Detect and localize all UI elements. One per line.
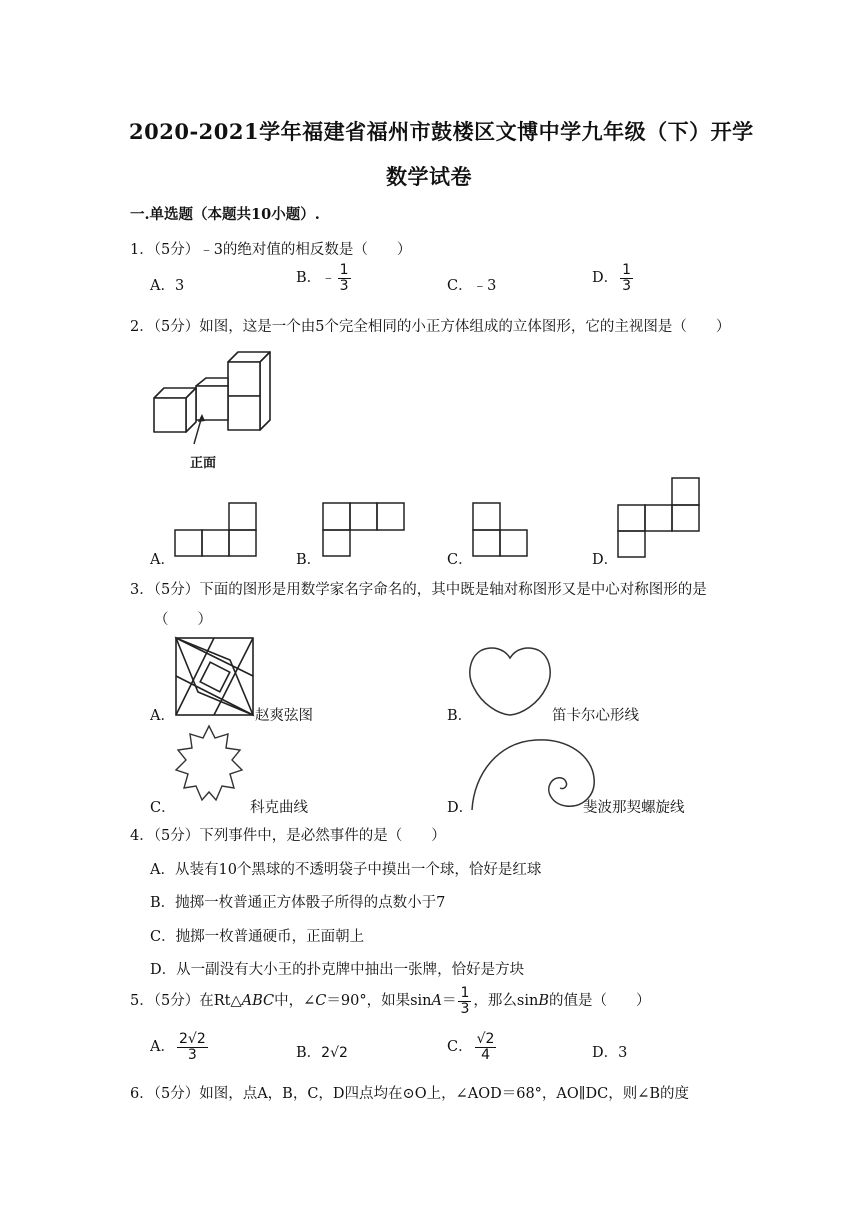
q5-stem-f: A bbox=[431, 993, 442, 1010]
q5-stem-h: ，那么sin bbox=[473, 993, 539, 1010]
q5-stem-b: ABC bbox=[241, 993, 275, 1010]
q5-a-den: 3 bbox=[187, 1046, 197, 1063]
q2-option-c-figure bbox=[472, 501, 530, 557]
q3-option-c-caption: 科克曲线 bbox=[250, 800, 308, 816]
section-header: 一.单选题（本题共10小题）. bbox=[130, 206, 320, 223]
q3-option-b-caption: 笛卡尔心形线 bbox=[552, 708, 639, 724]
q1-option-a: A．3 bbox=[150, 278, 185, 294]
q5-stem-num: 1 bbox=[460, 985, 470, 1001]
q5-stem-j: 的值是（ ） bbox=[548, 993, 651, 1010]
q1-stem: 1．（5分）﹣3的绝对值的相反数是（ ） bbox=[130, 242, 412, 258]
q3-option-b-figure bbox=[468, 644, 552, 718]
q5-stem-d: C bbox=[315, 993, 327, 1010]
q2-option-a: A． bbox=[150, 552, 175, 568]
q4-stem: 4．（5分）下列事件中，是必然事件的是（ ） bbox=[130, 828, 446, 844]
q5-stem-c: 中，∠ bbox=[274, 993, 316, 1010]
q5-option-c-label: C． bbox=[447, 1039, 473, 1056]
q1-d-num: 1 bbox=[622, 262, 632, 278]
q5-stem-fraction bbox=[458, 986, 471, 1016]
q2-option-d: D． bbox=[592, 552, 619, 568]
q3-option-c-figure bbox=[170, 724, 248, 810]
q5-option-a bbox=[150, 1032, 210, 1062]
q5-a-num: 2√2 bbox=[178, 1031, 206, 1047]
q2-front-label: 正面 bbox=[190, 456, 217, 471]
q2-option-b: B． bbox=[296, 552, 322, 568]
q5-option-b-value: 2√2 bbox=[321, 1045, 348, 1061]
q5-option-a-label: A． bbox=[150, 1039, 175, 1056]
q5-option-c-fraction bbox=[475, 1032, 497, 1062]
q1-b-den: 3 bbox=[339, 277, 349, 294]
q5-stem-e: ＝90°，如果sin bbox=[326, 993, 432, 1010]
q5-c-num: √2 bbox=[476, 1031, 495, 1047]
q5-c-den: 4 bbox=[481, 1046, 490, 1063]
page-subtitle: 数学试卷 bbox=[386, 164, 472, 189]
q1-option-d-fraction bbox=[620, 263, 633, 293]
q1-option-d-prefix: D． bbox=[592, 270, 619, 287]
q4-option-c: C．抛掷一枚普通硬币，正面朝上 bbox=[150, 929, 365, 945]
q3-stem-line1: 3．（5分）下面的图形是用数学家名字命名的，其中既是轴对称图形又是中心对称图形的是 bbox=[130, 582, 707, 598]
q5-stem-i: B bbox=[538, 993, 549, 1010]
q5-option-c bbox=[447, 1032, 498, 1062]
q5-option-b bbox=[296, 1041, 348, 1062]
q3-option-d: D． bbox=[447, 800, 474, 816]
q5-option-d: D．3 bbox=[592, 1045, 628, 1061]
q2-option-c: C． bbox=[447, 552, 473, 568]
q4-option-d: D．从一副没有大小王的扑克牌中抽出一张牌，恰好是方块 bbox=[150, 962, 525, 978]
q1-option-b-prefix: B．﹣ bbox=[296, 270, 336, 287]
q5-option-a-fraction bbox=[177, 1032, 208, 1062]
q3-option-b: B． bbox=[447, 708, 473, 724]
q3-option-a: A． bbox=[150, 708, 175, 724]
q5-stem-a: 5．（5分）在Rt△ bbox=[130, 993, 242, 1010]
q5-stem bbox=[130, 986, 650, 1016]
q1-option-b bbox=[296, 263, 353, 293]
page-title: 2020-2021学年福建省福州市鼓楼区文博中学九年级（下）开学 bbox=[129, 119, 754, 144]
q1-d-den: 3 bbox=[622, 277, 632, 294]
q2-option-d-figure bbox=[617, 476, 701, 558]
q2-option-b-figure bbox=[322, 501, 406, 557]
q3-option-c: C． bbox=[150, 800, 176, 816]
q1-b-num: 1 bbox=[339, 262, 349, 278]
q1-option-c: C．﹣3 bbox=[447, 278, 497, 294]
q3-option-a-caption: 赵爽弦图 bbox=[255, 708, 313, 724]
q3-option-d-figure bbox=[470, 738, 600, 812]
q5-option-b-label: B． bbox=[296, 1045, 322, 1061]
q2-cube-figure bbox=[150, 350, 280, 440]
q4-option-a: A．从装有10个黑球的不透明袋子中摸出一个球，恰好是红球 bbox=[150, 862, 542, 878]
q5-stem-den: 3 bbox=[460, 1000, 470, 1017]
q6-stem: 6．（5分）如图，点A，B，C，D四点均在⊙O上，∠AOD＝68°，AO∥DC，则∠B的度 bbox=[130, 1086, 689, 1102]
q2-option-a-figure bbox=[174, 501, 258, 557]
q3-option-d-caption: 斐波那契螺旋线 bbox=[583, 800, 685, 816]
q3-stem-line2: （ ） bbox=[154, 612, 212, 628]
q3-option-a-figure bbox=[174, 636, 256, 718]
q2-stem: 2．（5分）如图，这是一个由5个完全相同的小正方体组成的立体图形，它的主视图是（ ） bbox=[130, 319, 731, 335]
q4-option-b: B．抛掷一枚普通正方体骰子所得的点数小于7 bbox=[150, 895, 446, 911]
q1-option-b-fraction bbox=[338, 263, 351, 293]
q1-option-d bbox=[592, 263, 635, 293]
q5-stem-g: ＝ bbox=[441, 993, 457, 1010]
